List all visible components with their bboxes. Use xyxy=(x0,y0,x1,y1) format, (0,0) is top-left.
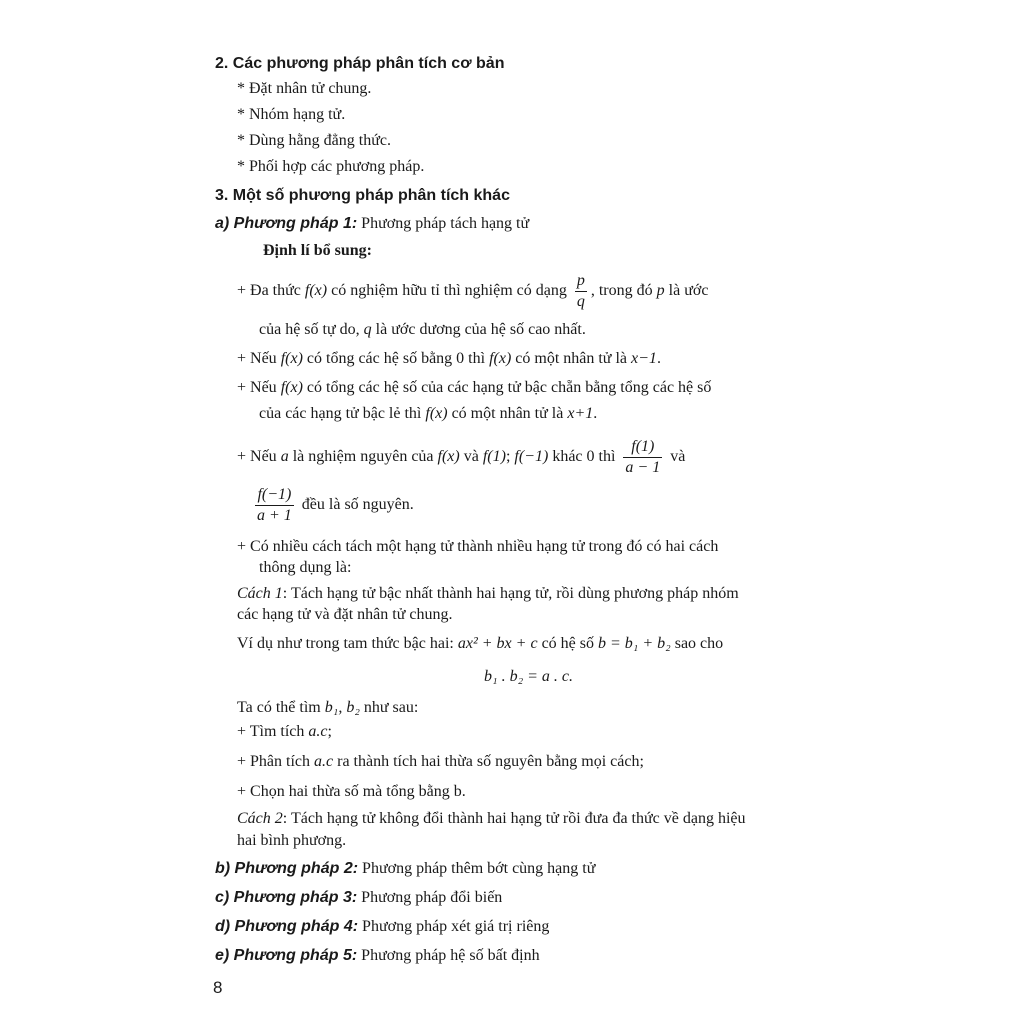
text: có nghiệm hữu tỉ thì nghiệm có dạng xyxy=(327,282,571,299)
method-text: Phương pháp thêm bớt cùng hạng tử xyxy=(362,860,596,877)
text: như sau: xyxy=(359,699,419,716)
math: p xyxy=(656,282,665,299)
math: x+1 xyxy=(567,405,594,422)
theorem-bullet-4 xyxy=(237,436,685,478)
product-formula: b₁ . b₂ = a . c. xyxy=(484,668,574,685)
text: là ước xyxy=(664,282,709,299)
math: f(x) xyxy=(304,282,328,299)
text: . xyxy=(656,350,661,367)
find-line xyxy=(237,698,418,718)
method-label: b) Phương pháp 2: xyxy=(215,860,359,877)
section-2-heading: 2. Các phương pháp phân tích cơ bản xyxy=(215,55,505,72)
method-text: Phương pháp tách hạng tử xyxy=(361,215,530,232)
text: + Nếu xyxy=(237,350,281,367)
text: của hệ số tự do, xyxy=(259,321,364,338)
text: : Tách hạng tử không đổi thành hai hạng tử rồi đưa đa thức về dạng hiệu xyxy=(282,810,746,827)
fraction-numerator: p xyxy=(575,271,587,292)
theorem-bullet-1 xyxy=(237,270,708,312)
method-label: c) Phương pháp 3: xyxy=(215,889,358,906)
text: + Nếu xyxy=(237,379,281,396)
math: f(x) xyxy=(280,350,303,367)
theorem-bullet-3-cont xyxy=(259,404,597,424)
theorem-bullet-5: + Có nhiều cách tách một hạng tử thành nhiều hạng tử trong đó có hai cách xyxy=(237,538,719,555)
list-item: * Nhóm hạng tử. xyxy=(237,106,346,123)
text: có một nhân tử là xyxy=(511,350,632,367)
math: f(x) xyxy=(437,448,460,465)
method-text: Phương pháp xét giá trị riêng xyxy=(362,918,550,935)
math: f(1) xyxy=(482,448,506,465)
method-4 xyxy=(215,917,549,937)
math: a xyxy=(280,448,289,465)
text: + Nếu xyxy=(237,448,281,465)
text: đều là số nguyên. xyxy=(297,496,414,513)
text: có tổng các hệ số bằng 0 thì xyxy=(302,350,490,367)
cach-1-cont: các hạng tử và đặt nhân tử chung. xyxy=(237,606,453,623)
page-number: 8 xyxy=(213,978,223,997)
theorem-bullet-5-cont: thông dụng là: xyxy=(259,559,352,576)
step-2 xyxy=(237,752,644,772)
text: Ta có thể tìm xyxy=(237,699,325,716)
math: q xyxy=(363,321,372,338)
text: + Đa thức xyxy=(237,282,305,299)
cach-2-cont: hai bình phương. xyxy=(237,832,347,849)
text: của các hạng tử bậc lẻ thì xyxy=(259,405,426,422)
text: có hệ số xyxy=(537,635,598,652)
method-label: d) Phương pháp 4: xyxy=(215,918,359,935)
cach-label: Cách 2 xyxy=(237,810,283,827)
cach-2 xyxy=(237,809,746,829)
math: f(−1) xyxy=(514,448,549,465)
method-text: Phương pháp hệ số bất định xyxy=(361,947,540,964)
method-label: e) Phương pháp 5: xyxy=(215,947,358,964)
theorem-bullet-1-cont xyxy=(259,320,586,340)
section-3-heading: 3. Một số phương pháp phân tích khác xyxy=(215,187,510,204)
math: f(x) xyxy=(280,379,303,396)
text: và xyxy=(666,448,686,465)
list-item: * Phối hợp các phương pháp. xyxy=(237,158,425,175)
text: có một nhân tử là xyxy=(447,405,568,422)
fraction-denominator: a − 1 xyxy=(625,458,661,476)
text: + Phân tích xyxy=(237,753,315,770)
math: x−1 xyxy=(631,350,657,367)
theorem-title: Định lí bổ sung: xyxy=(263,242,372,259)
text: khác 0 thì xyxy=(548,448,620,465)
method-1 xyxy=(215,214,529,234)
method-2 xyxy=(215,859,595,879)
theorem-bullet-2 xyxy=(237,349,661,369)
list-item: * Dùng hằng đẳng thức. xyxy=(237,132,391,149)
cach-1 xyxy=(237,584,739,604)
fraction-fm1-over-a-plus-1 xyxy=(255,485,294,526)
theorem-bullet-3 xyxy=(237,378,711,398)
fraction-numerator: f(1) xyxy=(623,437,662,458)
math: a.c xyxy=(308,723,328,740)
text: ; xyxy=(327,723,332,740)
method-label: a) Phương pháp 1: xyxy=(215,215,358,232)
math: b₁, b₂ xyxy=(324,699,360,716)
math: f(x) xyxy=(489,350,512,367)
method-text: Phương pháp đổi biến xyxy=(361,889,503,906)
method-3 xyxy=(215,888,502,908)
text: là nghiệm nguyên của xyxy=(288,448,438,465)
math: ax² + bx + c xyxy=(457,635,538,652)
step-1 xyxy=(237,722,332,742)
list-item: * Đặt nhân tử chung. xyxy=(237,80,372,97)
method-5 xyxy=(215,946,540,966)
fraction-numerator: f(−1) xyxy=(255,485,294,506)
text: là ước dương của hệ số cao nhất. xyxy=(371,321,586,338)
text: và xyxy=(459,448,483,465)
math: b = b₁ + b₂ xyxy=(598,635,671,652)
text: : Tách hạng tử bậc nhất thành hai hạng tử, rồi dùng phương pháp nhóm xyxy=(282,585,739,602)
text: sao cho xyxy=(670,635,724,652)
text: + Tìm tích xyxy=(237,723,309,740)
theorem-bullet-4-cont xyxy=(255,484,414,526)
step-3: + Chọn hai thừa số mà tổng bằng b. xyxy=(237,783,466,800)
fraction-p-over-q xyxy=(575,271,587,312)
text: Ví dụ như trong tam thức bậc hai: xyxy=(237,635,458,652)
fraction-denominator: q xyxy=(576,292,585,310)
cach-label: Cách 1 xyxy=(237,585,283,602)
example-line xyxy=(237,634,723,654)
text: , trong đó xyxy=(590,282,657,299)
text: ra thành tích hai thừa số nguyên bằng mọi cách; xyxy=(333,753,644,770)
fraction-denominator: a + 1 xyxy=(257,506,292,524)
math: f(x) xyxy=(425,405,448,422)
fraction-f1-over-a-minus-1 xyxy=(623,437,662,478)
text: . xyxy=(593,405,598,422)
math: a.c xyxy=(314,753,334,770)
text: ; xyxy=(505,448,515,465)
text: có tổng các hệ số của các hạng tử bậc chẵn bằng tổng các hệ số xyxy=(302,379,712,396)
